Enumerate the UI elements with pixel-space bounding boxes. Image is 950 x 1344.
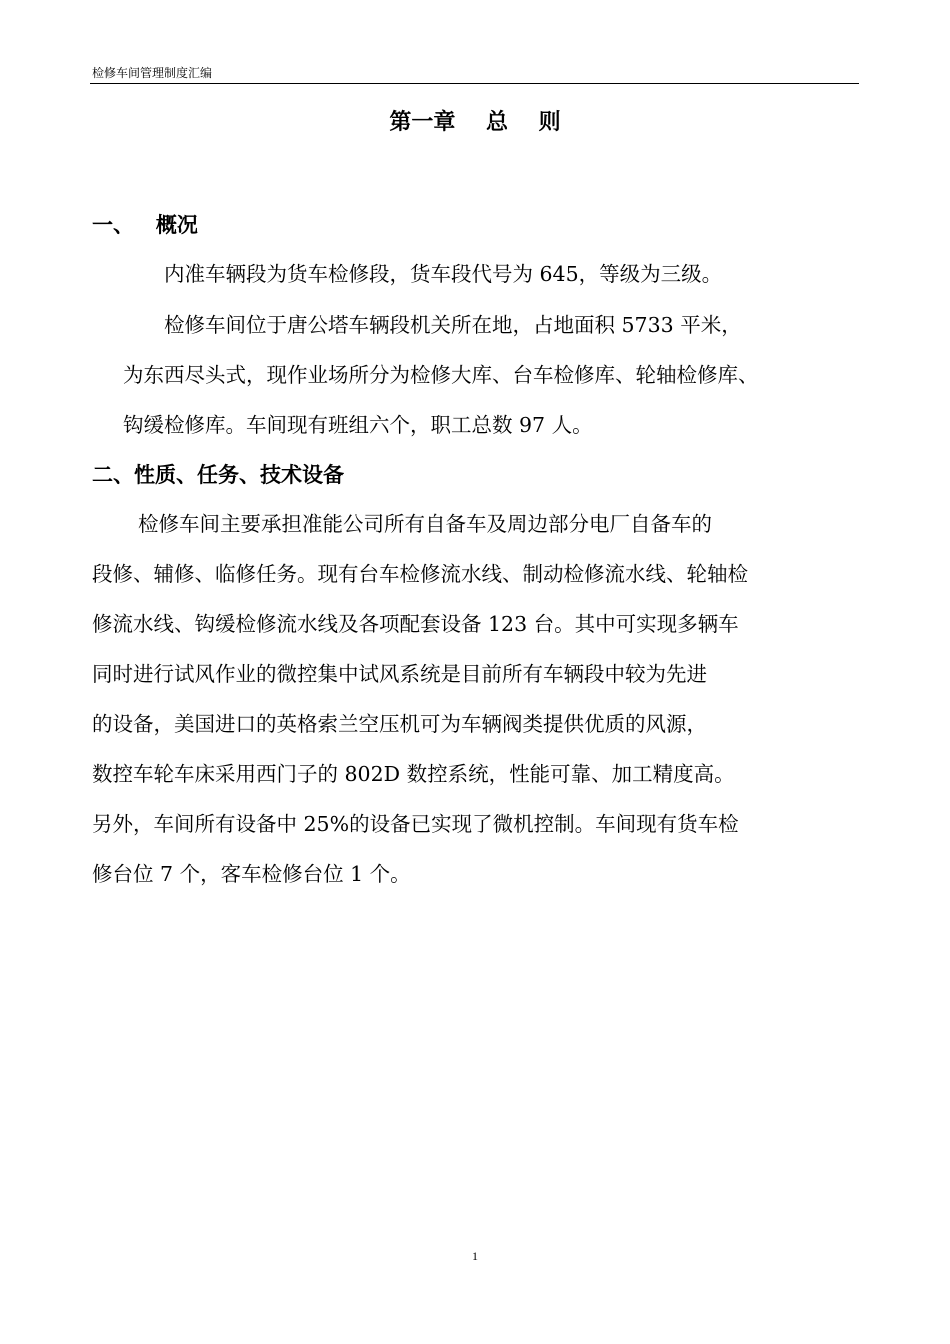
- paragraph-line: 修台位 7 个，客车检修台位 1 个。: [92, 862, 411, 886]
- page-number: 1: [472, 1249, 478, 1263]
- paragraph-line: 为东西尽头式，现作业场所分为检修大库、台车检修库、轮轴检修库、: [123, 363, 759, 387]
- paragraph-line: 的设备，美国进口的英格索兰空压机可为车辆阀类提供优质的风源，: [92, 712, 707, 736]
- chapter-title: 第一章 总 则: [389, 110, 561, 135]
- paragraph-line: 内准车辆段为货车检修段，货车段代号为 645，等级为三级。: [164, 262, 723, 286]
- paragraph-line: 检修车间主要承担准能公司所有自备车及周边部分电厂自备车的: [138, 512, 712, 536]
- header-divider: [90, 83, 859, 84]
- section-heading-nature-tasks-equipment: 二、性质、任务、技术设备: [92, 463, 344, 487]
- paragraph-line: 检修车间位于唐公塔车辆段机关所在地，占地面积 5733 平米，: [164, 313, 742, 337]
- paragraph-line: 另外，车间所有设备中 25%的设备已实现了微机控制。车间现有货车检: [92, 812, 739, 836]
- paragraph-line: 钩缓检修库。车间现有班组六个，职工总数 97 人。: [123, 413, 593, 437]
- paragraph-line: 同时进行试风作业的微控集中试风系统是目前所有车辆段中较为先进: [92, 662, 707, 686]
- paragraph-line: 段修、辅修、临修任务。现有台车检修流水线、制动检修流水线、轮轴检: [92, 562, 748, 586]
- running-header: 检修车间管理制度汇编: [92, 66, 213, 80]
- paragraph-line: 修流水线、钩缓检修流水线及各项配套设备 123 台。其中可实现多辆车: [92, 612, 739, 636]
- paragraph-line: 数控车轮车床采用西门子的 802D 数控系统，性能可靠、加工精度高。: [92, 762, 735, 786]
- section-heading-overview: 一、 概况: [92, 213, 198, 237]
